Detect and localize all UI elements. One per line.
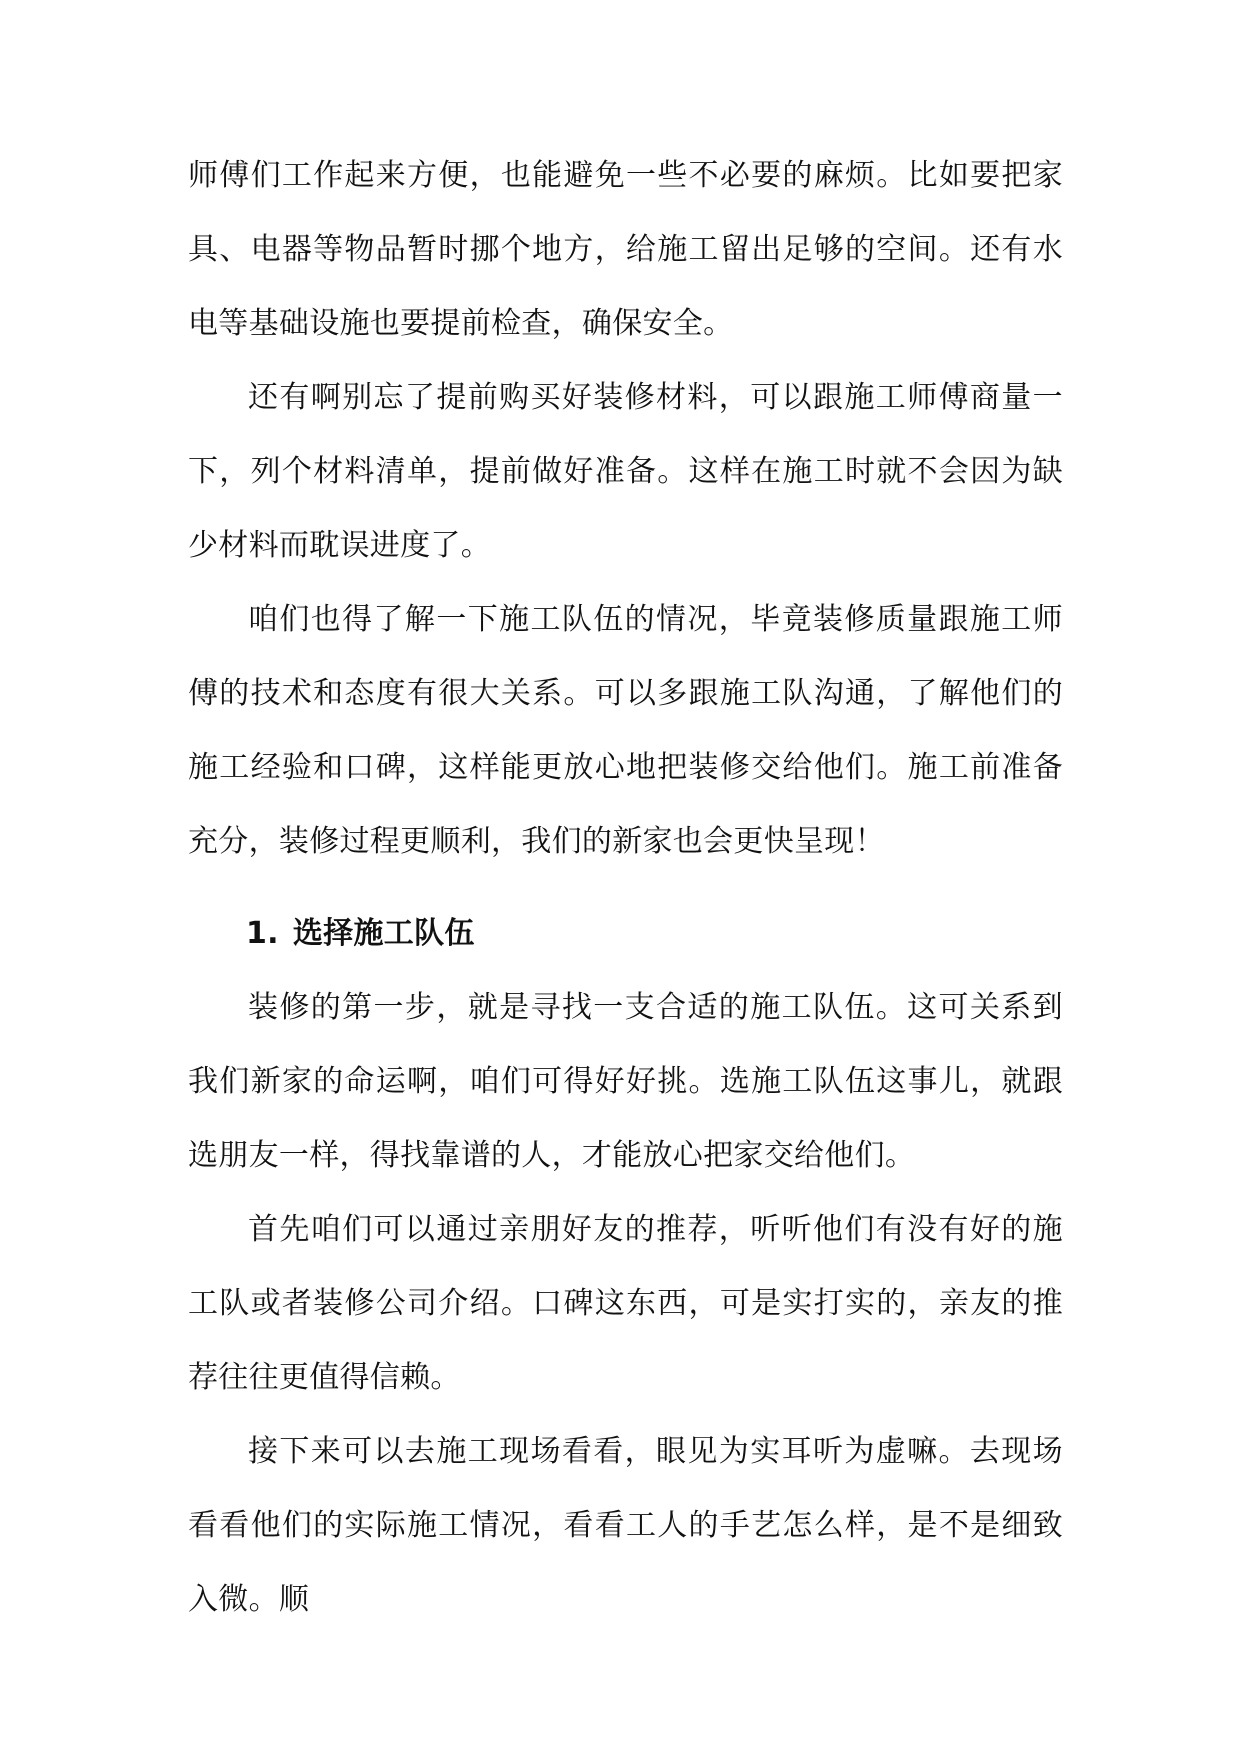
section-title: 选择施工队伍 <box>292 916 475 951</box>
paragraph-site-visit: 接下来可以去施工现场看看，眼见为实耳听为虚嘛。去现场看看他们的实际施工情况，看看工人的手艺怎么样，是不是细致入微。顺 <box>188 1434 1063 1617</box>
paragraph-continued: 师傅们工作起来方便，也能避免一些不必要的麻烦。比如要把家具、电器等物品暂时挪个地方，给施工留出足够的空间。还有水电等基础设施也要提前检查，确保安全。 <box>188 158 1063 341</box>
document-body <box>188 139 1063 1637</box>
paragraph-team-info: 咱们也得了解一下施工队伍的情况，毕竟装修质量跟施工师傅的技术和态度有很大关系。可以多跟施工队沟通，了解他们的施工经验和口碑，这样能更放心地把装修交给他们。施工前准备充分，装修过程更顺利，我们的新家也会更快呈现！ <box>188 602 1063 859</box>
section-heading <box>188 897 1063 971</box>
section-spacer <box>188 879 1063 897</box>
paragraph-recommendation: 首先咱们可以通过亲朋好友的推荐，听听他们有没有好的施工队或者装修公司介绍。口碑这东西，可是实打实的，亲友的推荐往往更值得信赖。 <box>188 1212 1063 1395</box>
paragraph-first-step: 装修的第一步，就是寻找一支合适的施工队伍。这可关系到我们新家的命运啊，咱们可得好好挑。选施工队伍这事儿，就跟选朋友一样，得找靠谱的人，才能放心把家交给他们。 <box>188 990 1063 1173</box>
paragraph-materials: 还有啊别忘了提前购买好装修材料，可以跟施工师傅商量一下，列个材料清单，提前做好准备。这样在施工时就不会因为缺少材料而耽误进度了。 <box>188 380 1063 563</box>
section-number: 1. <box>246 916 279 951</box>
